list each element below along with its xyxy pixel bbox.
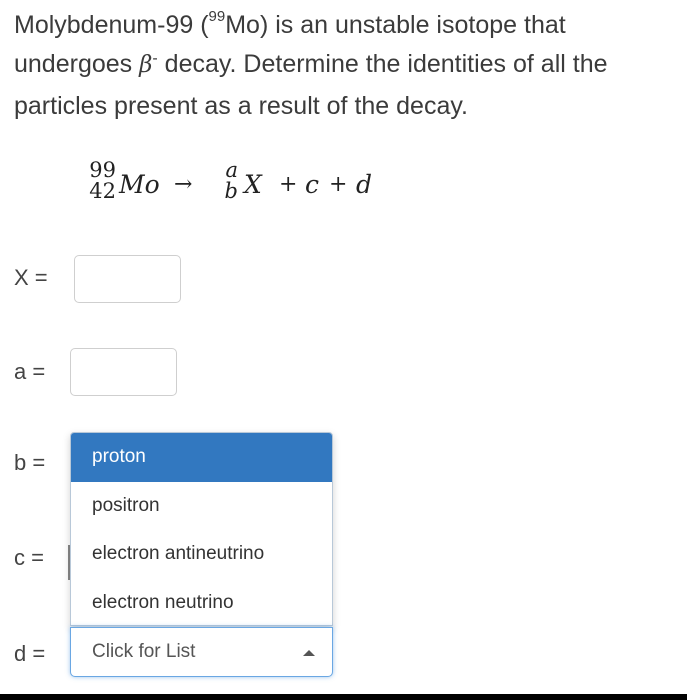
plus-sign-2: +	[329, 172, 348, 197]
b-label: b =	[14, 450, 46, 475]
x-label: X =	[14, 265, 48, 290]
dropdown-option-proton[interactable]: proton	[71, 433, 332, 482]
particle-d: d	[356, 170, 373, 199]
parent-symbol: Mo	[119, 170, 160, 199]
x-input[interactable]	[74, 255, 181, 303]
a-input[interactable]	[70, 348, 177, 396]
c-label: c =	[14, 545, 44, 570]
dropdown-option-electron-antineutrino[interactable]: electron antineutrino	[92, 543, 265, 564]
product-atomic-variable: b	[224, 179, 238, 203]
plus-sign-1: +	[279, 172, 298, 197]
particle-c: c	[305, 170, 320, 199]
question-part1: Molybdenum-99 (	[14, 11, 209, 39]
dropdown-option-electron-neutrino[interactable]: electron neutrino	[92, 591, 234, 613]
product-symbol: X	[244, 170, 262, 199]
d-select[interactable]	[70, 627, 333, 677]
beta-minus-sup: -	[152, 50, 158, 67]
beta-symbol: β	[139, 52, 153, 78]
d-label: d =	[14, 641, 46, 666]
dropdown-option-positron[interactable]: positron	[92, 494, 160, 516]
a-label: a =	[14, 359, 46, 384]
question-part2: Mo) is an unstable isotope that undergoes	[14, 11, 566, 78]
bottom-edge-bar	[0, 694, 687, 700]
mass-number-sup: 99	[208, 7, 226, 25]
question-part3: decay. Determine the identities of all the particles present as a result of the decay.	[14, 50, 608, 120]
d-select-placeholder: Click for List	[92, 641, 196, 662]
caret-up-icon	[303, 650, 315, 656]
parent-mass-number: 99	[89, 158, 116, 182]
product-mass-variable: a	[225, 158, 238, 182]
parent-atomic-number: 42	[89, 179, 116, 203]
question-text	[14, 6, 674, 126]
arrow-symbol: →	[174, 172, 193, 197]
particle-dropdown-list[interactable]	[70, 432, 333, 626]
